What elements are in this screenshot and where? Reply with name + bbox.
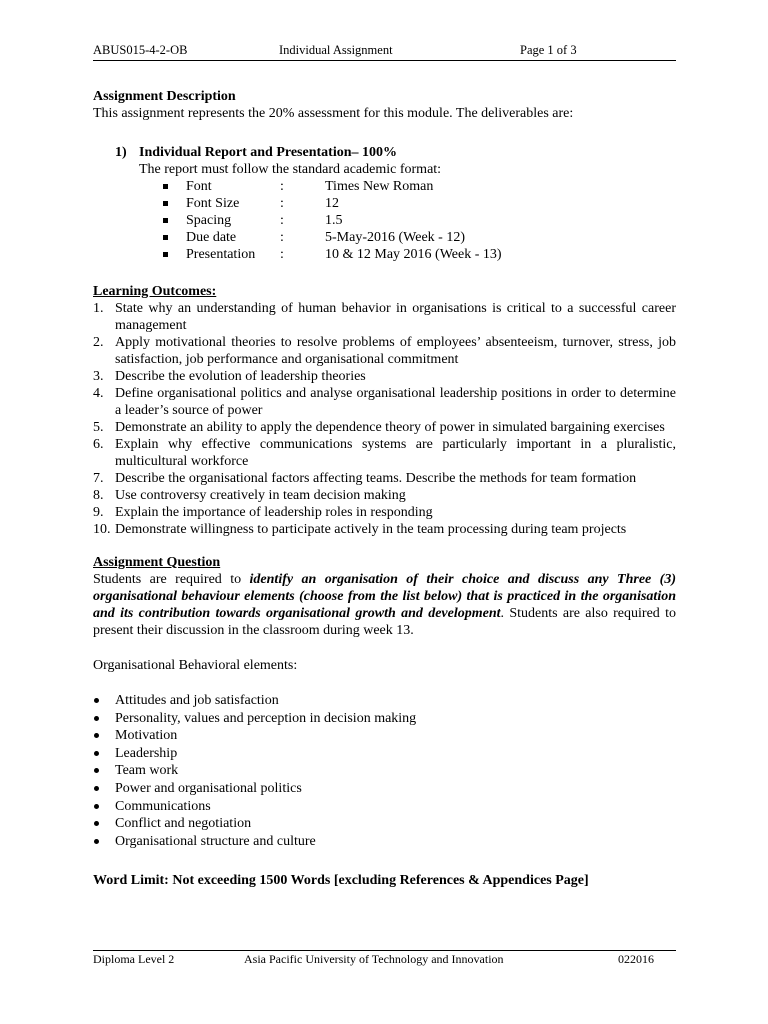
format-label: Font Size [186, 196, 240, 211]
list-item [93, 487, 676, 504]
list-number: 9. [93, 505, 104, 520]
bullet-icon [94, 768, 99, 773]
document-body [93, 88, 676, 889]
format-item [93, 178, 676, 195]
learning-outcomes-list [93, 300, 676, 538]
list-item-text: Conflict and negotiation [115, 816, 252, 832]
list-item-text: Define organisational politics and analyse organisational leadership positions in order to determine a leader’s source of power [115, 386, 676, 418]
square-bullet-icon [163, 218, 168, 223]
list-item [93, 798, 676, 816]
list-number: 8. [93, 488, 104, 503]
header-title: Individual Assignment [279, 43, 393, 57]
assignment-question-text [93, 571, 676, 639]
list-number: 2. [93, 335, 104, 350]
page-footer [93, 952, 676, 968]
square-bullet-icon [163, 235, 168, 240]
list-item-text: Demonstrate willingness to participate actively in the team processing during team projects [115, 522, 627, 537]
bullet-icon [94, 733, 99, 738]
list-item [93, 470, 676, 487]
assignment-description-heading: Assignment Description [93, 89, 236, 104]
list-number: 7. [93, 471, 104, 486]
list-item-text: State why an understanding of human behavior in organisations is critical to a successful career management [115, 301, 676, 333]
bullet-icon [94, 716, 99, 721]
header-rule [93, 60, 676, 61]
format-separator: : [280, 247, 284, 262]
list-item [93, 780, 676, 798]
list-item [93, 710, 676, 728]
header-page-number: Page 1 of 3 [520, 43, 577, 57]
list-item-text: Demonstrate an ability to apply the dependence theory of power in simulated bargaining exercises [115, 420, 665, 435]
format-item [93, 246, 676, 263]
list-item [93, 419, 676, 436]
square-bullet-icon [163, 252, 168, 257]
list-item [93, 833, 676, 851]
list-item-text: Use controversy creatively in team decision making [115, 488, 406, 503]
list-item-text: Team work [115, 763, 179, 779]
list-item [93, 368, 676, 385]
list-item-text: Apply motivational theories to resolve problems of employees’ absenteeism, turnover, stress, job satisfaction, job performance and organisational commitment [115, 335, 676, 367]
format-separator: : [280, 213, 284, 228]
list-item-text: Explain the importance of leadership roles in responding [115, 505, 433, 520]
footer-university: Asia Pacific University of Technology and Innovation [244, 952, 504, 966]
bullet-icon [94, 786, 99, 791]
list-item [93, 815, 676, 833]
format-label: Spacing [186, 213, 232, 228]
bullet-icon [94, 804, 99, 809]
format-value: 1.5 [325, 213, 343, 228]
question-emphasis: identify an organisation of their choice and discuss any Three (3) organisational behaviour elements (choose from the list below) that is practiced in the organisation and its contribution towards organisational growth and development [93, 572, 676, 621]
list-item [93, 762, 676, 780]
bullet-icon [94, 751, 99, 756]
list-item [93, 334, 676, 368]
square-bullet-icon [163, 184, 168, 189]
question-lead: Students are required to [93, 572, 250, 587]
list-number: 4. [93, 386, 104, 401]
list-item [93, 692, 676, 710]
list-item [93, 504, 676, 521]
format-item [93, 212, 676, 229]
list-number: 1. [93, 301, 104, 316]
list-item-text: Organisational structure and culture [115, 833, 316, 849]
assignment-question-heading: Assignment Question [93, 555, 221, 570]
list-item-text: Leadership [115, 745, 178, 761]
learning-outcomes-heading: Learning Outcomes: [93, 284, 217, 299]
header-module-code: ABUS015-4-2-OB [93, 43, 188, 57]
list-item [93, 521, 676, 538]
elements-heading: Organisational Behavioral elements: [93, 658, 298, 673]
format-item [93, 229, 676, 246]
list-item-text: Power and organisational politics [115, 780, 302, 796]
list-item-text: Describe the evolution of leadership theories [115, 369, 366, 384]
list-number: 6. [93, 437, 104, 452]
word-limit: Word Limit: Not exceeding 1500 Words [excluding References & Appendices Page] [93, 873, 589, 889]
assignment-description-text: This assignment represents the 20% assessment for this module. The deliverables are: [93, 106, 574, 121]
list-item [93, 300, 676, 334]
list-item [93, 436, 676, 470]
format-value: Times New Roman [325, 179, 434, 194]
footer-rule [93, 950, 676, 951]
format-intro: The report must follow the standard academic format: [139, 162, 442, 177]
list-item-text: Personality, values and perception in decision making [115, 710, 417, 726]
format-separator: : [280, 179, 284, 194]
deliverable-number: 1) [115, 145, 127, 160]
bullet-icon [94, 698, 99, 703]
list-number: 3. [93, 369, 104, 384]
list-item-text: Describe the organisational factors affecting teams. Describe the methods for team formation [115, 471, 637, 486]
format-label: Font [186, 179, 212, 194]
format-separator: : [280, 196, 284, 211]
list-item-text: Motivation [115, 728, 178, 744]
format-label: Due date [186, 230, 237, 245]
list-item-text: Attitudes and job satisfaction [115, 693, 279, 708]
square-bullet-icon [163, 201, 168, 206]
list-item [93, 745, 676, 763]
list-item-text: Explain why effective communications systems are particularly important in a pluralistic, multicultural workforce [115, 437, 676, 469]
bullet-icon [94, 839, 99, 844]
format-value: 12 [325, 196, 339, 211]
question-presentation-note: Students are also required to present their discussion in the classroom during week 13. [93, 606, 676, 638]
format-list [93, 178, 676, 263]
format-separator: : [280, 230, 284, 245]
question-end: . [500, 606, 505, 621]
list-number: 10. [93, 522, 111, 537]
format-value: 5-May-2016 (Week - 12) [325, 230, 465, 245]
deliverable-heading [93, 144, 676, 161]
bullet-icon [94, 821, 99, 826]
footer-code: 022016 [618, 952, 654, 966]
list-item [93, 385, 676, 419]
deliverable-title: Individual Report and Presentation– 100% [139, 145, 397, 160]
list-number: 5. [93, 420, 104, 435]
format-label: Presentation [186, 247, 256, 262]
page-header [93, 43, 676, 59]
footer-level: Diploma Level 2 [93, 952, 175, 966]
elements-list [93, 692, 676, 850]
list-item-text: Communications [115, 798, 211, 814]
list-item [93, 727, 676, 745]
format-value: 10 & 12 May 2016 (Week - 13) [325, 247, 502, 262]
format-item [93, 195, 676, 212]
